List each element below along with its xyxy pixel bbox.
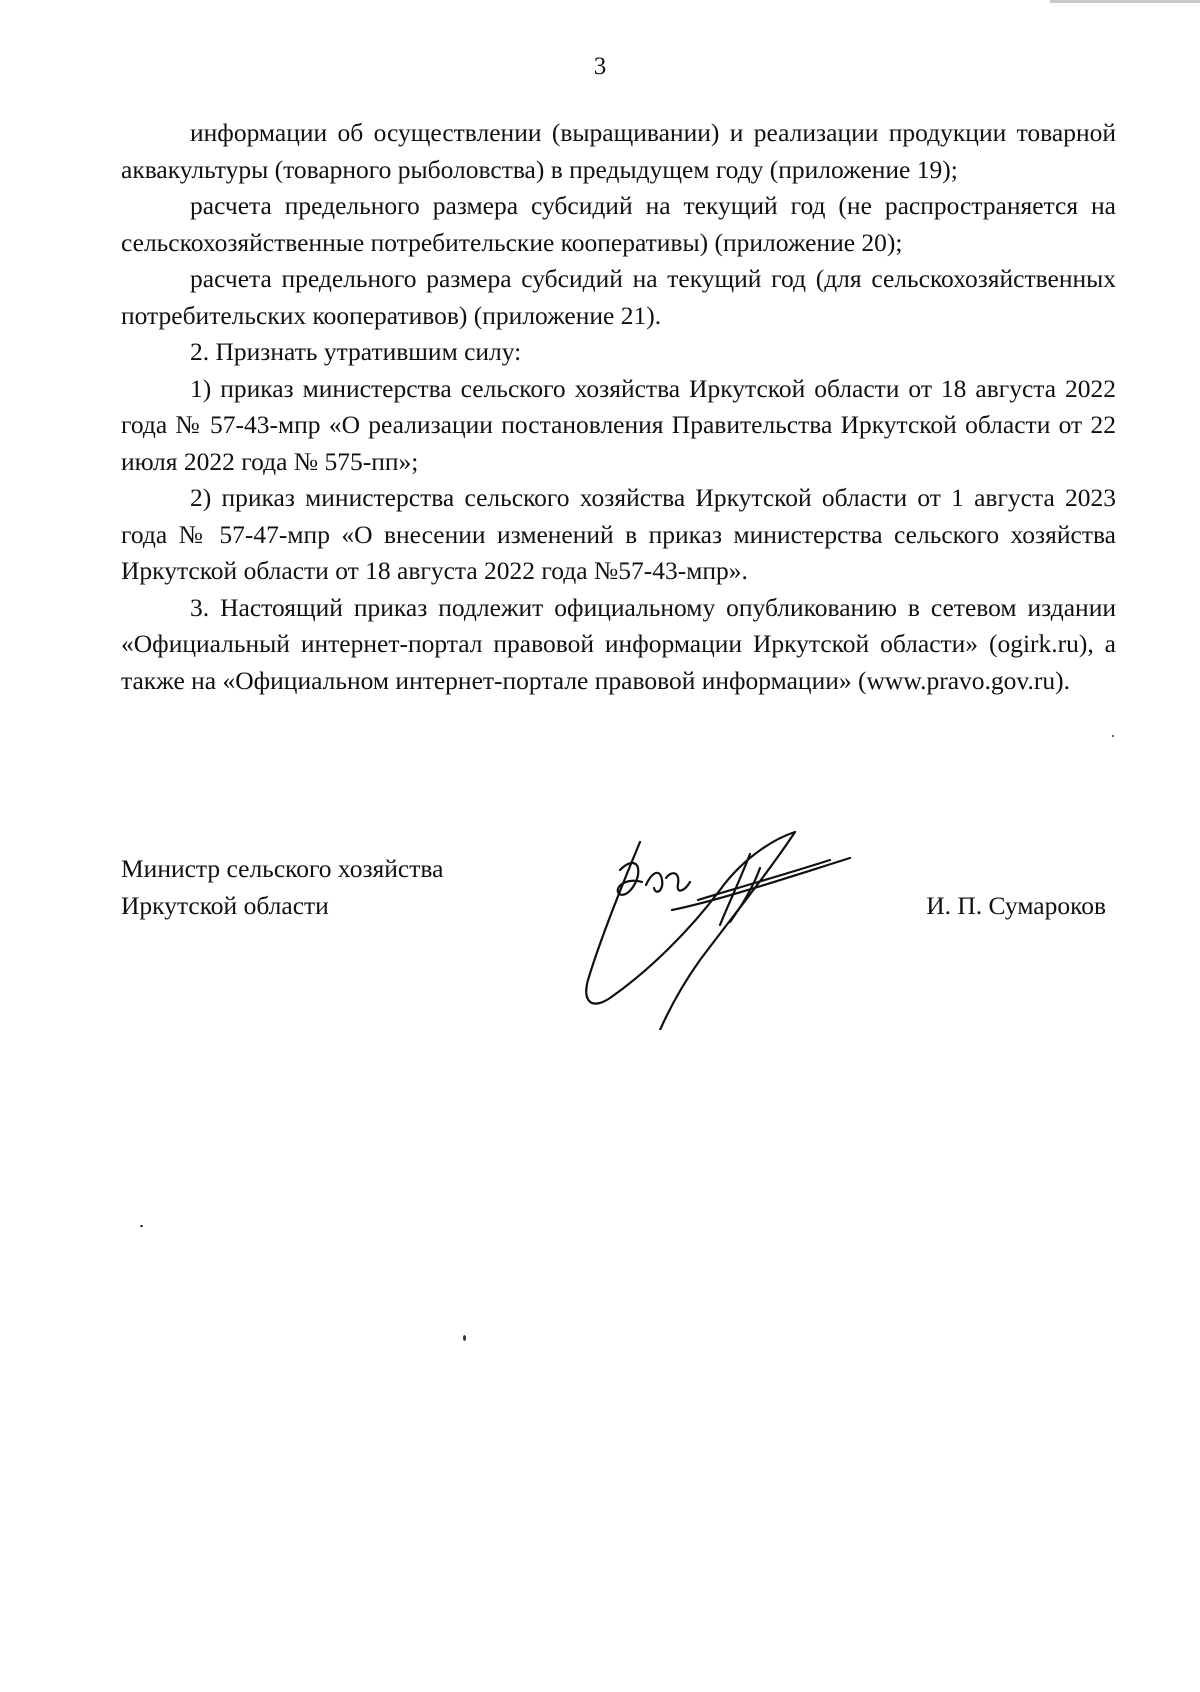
scan-edge-rule — [1050, 0, 1200, 3]
signer-name: И. П. Сумароков — [926, 891, 1106, 920]
paragraph-item-2: 2. Признать утратившим силу: — [190, 337, 522, 366]
paragraph-item-3: 3. Настоящий приказ подлежит официальному опубликованию в сетевом издании «Официальный интернет-портал правовой информации Иркутской области» (ogirk.ru), а также на «Официальном интернет-портале правовой информации» (www.pravo.gov.ru). — [121, 592, 1116, 695]
signer-title-line-1: Министр сельского хозяйства — [121, 854, 444, 883]
scan-speck — [140, 1225, 143, 1227]
handwritten-signature — [580, 830, 860, 1030]
page-number: 3 — [593, 53, 607, 80]
scan-speck — [463, 1335, 466, 1341]
paragraph-appendix-19: информации об осуществлении (выращивании) и реализации продукции товарной аквакультуры (товарного рыболовства) в предыдущем году (приложение 19); — [121, 118, 1116, 184]
signer-title-line-2: Иркутской области — [121, 891, 329, 920]
paragraph-appendix-20: расчета предельного размера субсидий на текущий год (не распространяется на сельскохозяйственные потребительские кооперативы) (приложение 20); — [121, 191, 1116, 257]
paragraph-item-2-1: 1) приказ министерства сельского хозяйства Иркутской области от 18 августа 2022 года № 57-43-мпр «О реализации постановления Правительства Иркутской области от 22 июля 2022 года № 575-пп»; — [121, 373, 1116, 476]
signer-title — [121, 850, 443, 924]
scan-speck — [1112, 735, 1114, 737]
document-body — [121, 115, 1116, 699]
paragraph-item-2-2: 2) приказ министерства сельского хозяйства Иркутской области от 1 августа 2023 года № 57-47-мпр «О внесении изменений в приказ министерства сельского хозяйства Иркутской области от 18 августа 2022 года №57-43-мпр». — [121, 483, 1116, 585]
paragraph-appendix-21: расчета предельного размера субсидий на текущий год (для сельскохозяйственных потребительских кооперативов) (приложение 21). — [121, 264, 1116, 330]
